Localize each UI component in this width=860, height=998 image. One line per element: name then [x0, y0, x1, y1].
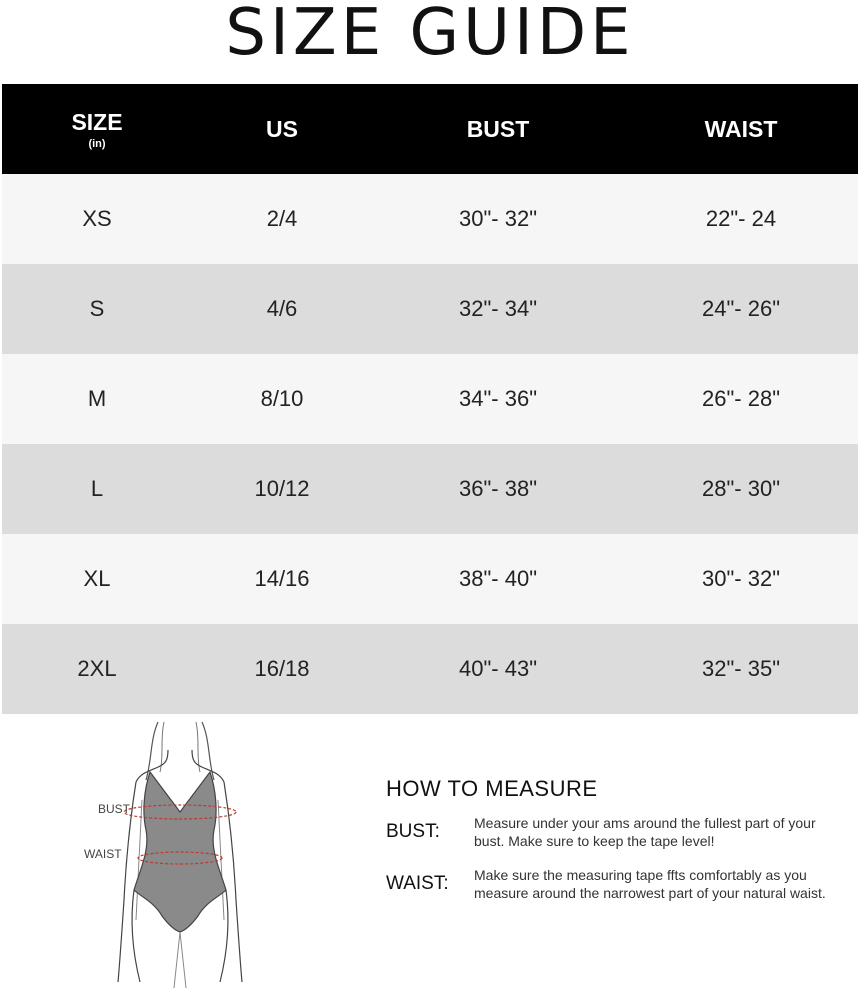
measure-item-bust: [386, 814, 846, 850]
cell-size: XL: [83, 566, 111, 591]
bust-label: BUST: [98, 802, 131, 816]
measure-item-waist: [386, 866, 846, 902]
table-row: [2, 624, 858, 714]
table-row: [2, 534, 858, 624]
header-waist: WAIST: [704, 115, 778, 142]
how-to-measure-title: HOW TO MEASURE: [386, 776, 598, 801]
cell-bust: 30"- 32": [459, 206, 537, 231]
cell-waist: 32"- 35": [702, 656, 780, 681]
header-size-unit: (in): [88, 137, 106, 150]
cell-bust: 36"- 38": [459, 476, 537, 501]
cell-size: S: [89, 296, 105, 321]
cell-waist: 28"- 30": [702, 476, 780, 501]
measure-text: Make sure the measuring tape ffts comfortably as you measure around the narrowest part of your natural waist.: [474, 867, 826, 901]
header-size-label: SIZE: [71, 108, 123, 135]
cell-waist: 30"- 32": [702, 566, 780, 591]
body-measurement-illustration: [80, 720, 280, 994]
cell-waist: 26"- 28": [702, 386, 780, 411]
cell-bust: 34"- 36": [459, 386, 537, 411]
table-row: [2, 264, 858, 354]
cell-bust: 32"- 34": [459, 296, 537, 321]
header-bust: BUST: [466, 115, 530, 142]
waist-label: WAIST: [84, 847, 122, 861]
measure-text: Measure under your ams around the fullest part of your bust. Make sure to keep the tape level!: [474, 815, 816, 849]
header-us: US: [266, 115, 298, 142]
cell-bust: 40"- 43": [459, 656, 537, 681]
how-to-measure-section: [386, 776, 846, 918]
table-header: [2, 84, 858, 174]
measure-key: WAIST:: [386, 873, 449, 894]
cell-size: L: [90, 476, 104, 501]
table-row: [2, 444, 858, 534]
cell-us: 4/6: [266, 296, 298, 321]
cell-waist: 24"- 26": [702, 296, 780, 321]
cell-size: XS: [82, 206, 112, 231]
table-row: [2, 354, 858, 444]
page-title: SIZE GUIDE: [225, 0, 635, 70]
cell-size: M: [87, 386, 107, 411]
cell-waist: 22"- 24: [705, 206, 777, 231]
size-table: [2, 84, 858, 714]
cell-us: 16/18: [254, 656, 310, 681]
cell-us: 8/10: [260, 386, 304, 411]
header-size: [2, 109, 192, 150]
cell-bust: 38"- 40": [459, 566, 537, 591]
table-row: [2, 174, 858, 264]
cell-size: 2XL: [77, 656, 117, 681]
cell-us: 2/4: [266, 206, 298, 231]
measure-key: BUST:: [386, 821, 440, 842]
cell-us: 10/12: [254, 476, 310, 501]
cell-us: 14/16: [254, 566, 310, 591]
